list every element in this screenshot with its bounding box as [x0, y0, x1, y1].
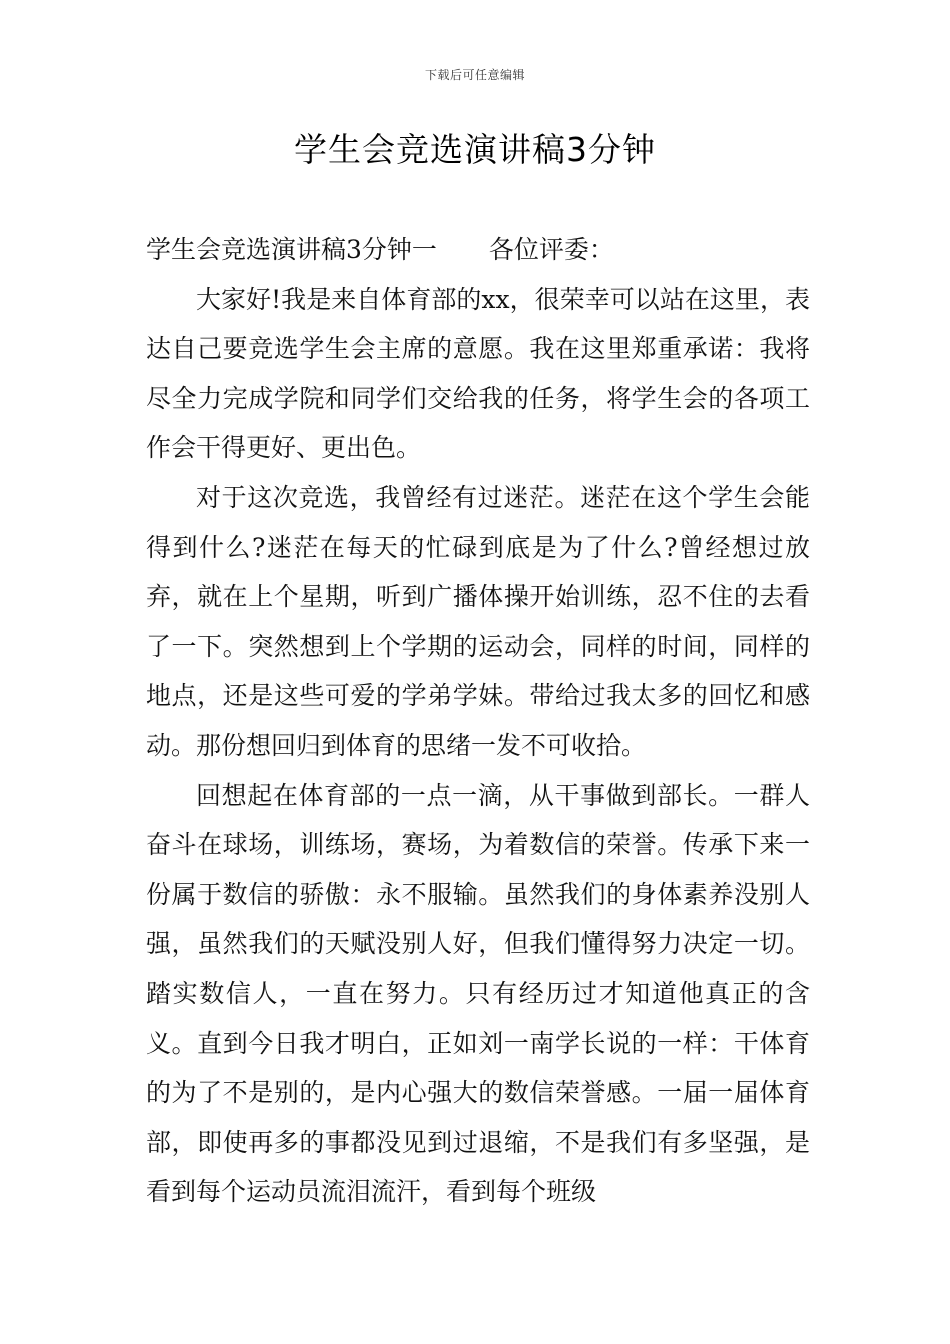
- paragraph: 回想起在体育部的一点一滴，从干事做到部长。一群人奋斗在球场，训练场，赛场，为着数信的荣誉。传承下来一份属于数信的骄傲：永不服输。虽然我们的身体素养没别人强，虽然我们的天赋没别人好，但我们懂得努力决定一切。踏实数信人，一直在努力。只有经历过才知道他真正的含义。直到今日我才明白，正如刘一南学长说的一样：干体育的为了不是别的，是内心强大的数信荣誉感。一届一届体育部，即使再多的事都没见到过退缩，不是我们有多坚强，是看到每个运动员流泪流汗，看到每个班级: [146, 780, 810, 1207]
- document-body: [146, 225, 810, 1217]
- salutation: 各位评委：: [488, 235, 614, 264]
- opening-line: [146, 225, 810, 275]
- paragraph: 大家好!我是来自体育部的xx，很荣幸可以站在这里，表达自己要竞选学生会主席的意愿。我在这里郑重承诺：我将尽全力完成学院和同学们交给我的任务，将学生会的各项工作会干得更好、更出色。: [146, 284, 810, 463]
- document-title: 学生会竞选演讲稿3分钟: [294, 130, 656, 169]
- header-note: 下载后可任意编辑: [424, 68, 525, 82]
- section-heading: 学生会竞选演讲稿3分钟一: [146, 235, 437, 264]
- paragraph: 对于这次竞选，我曾经有过迷茫。迷茫在这个学生会能得到什么?迷茫在每天的忙碌到底是为了什么?曾经想过放弃，就在上个星期，听到广播体操开始训练，忍不住的去看了一下。突然想到上个学期的运动会，同样的时间，同样的地点，还是这些可爱的学弟学妹。带给过我太多的回忆和感动。那份想回归到体育的思绪一发不可收拾。: [146, 482, 810, 760]
